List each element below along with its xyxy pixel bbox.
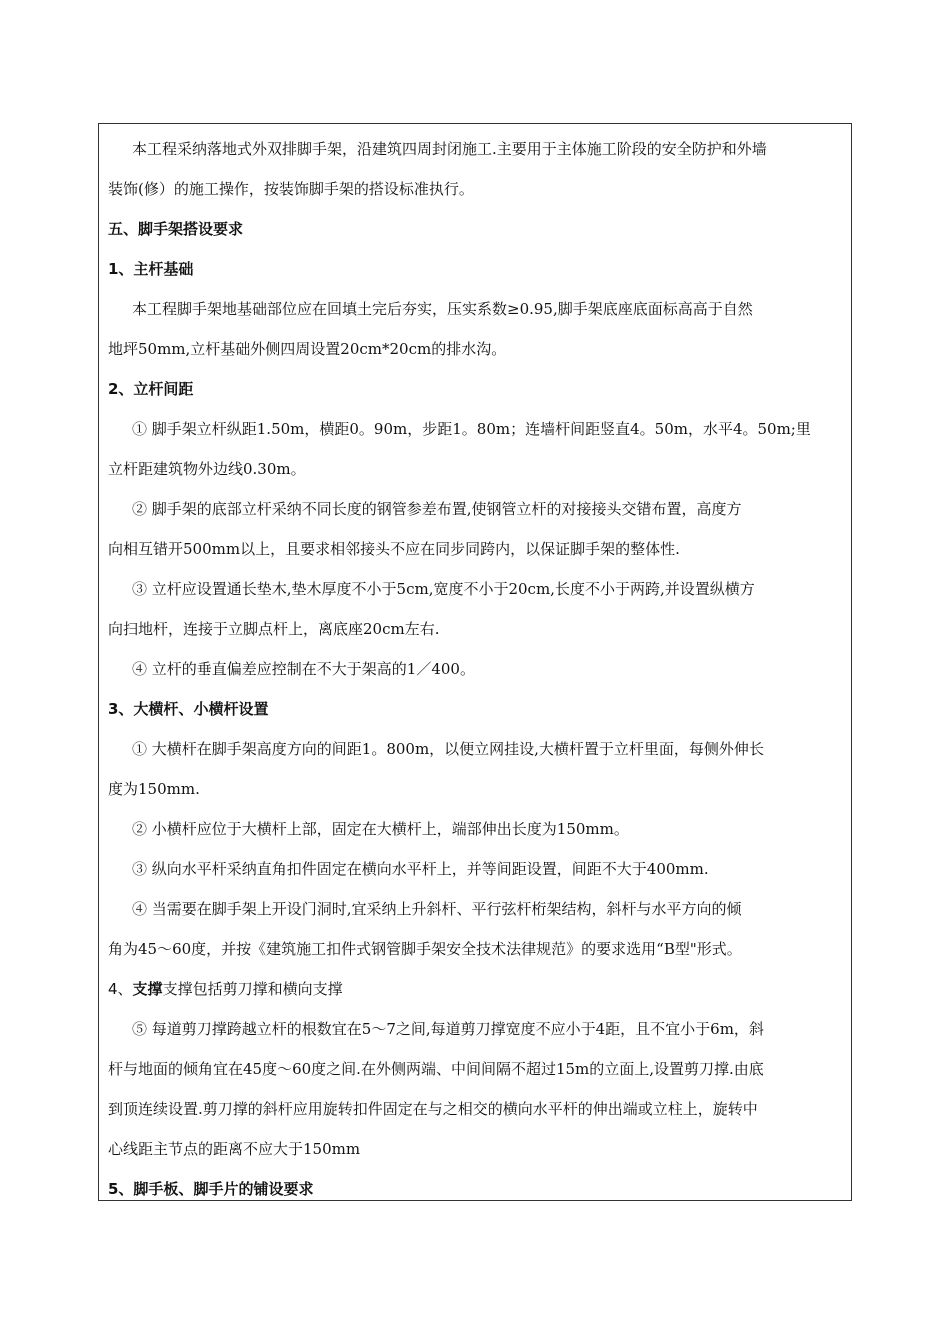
item-4-paragraph-5-line-3: 到顶连续设置.剪刀撑的斜杆应用旋转扣件固定在与之相交的横向水平杆的伸出端或立柱上，旋转中 [108,1100,758,1118]
intro-line-1: 本工程采纳落地式外双排脚手架，沿建筑四周封闭施工.主要用于主体施工阶段的安全防护和外墙 [132,140,767,158]
item-1-heading: 1、主杆基础 [108,260,194,278]
item-2-paragraph-2-line-1: ② 脚手架的底部立杆采纳不同长度的钢管参差布置,使钢管立杆的对接接头交错布置，高度方 [132,500,742,518]
item-4-paragraph-5-line-1: ⑤ 每道剪刀撑跨越立杆的根数宜在5～7之间,每道剪刀撑宽度不应小于4距，且不宜小于6m，斜 [132,1020,764,1038]
item-5-heading: 5、脚手板、脚手片的铺设要求 [108,1180,314,1198]
item-2-paragraph-1-line-1: ① 脚手架立杆纵距1.50m，横距0。90m，步距1。80m；连墙杆间距竖直4。50m，水平4。50m;里 [132,420,811,438]
item-3-paragraph-1-line-2: 度为150mm. [108,780,200,798]
item-2-paragraph-1-line-2: 立杆距建筑物外边线0.30m。 [108,460,306,478]
item-4-paragraph-5-line-2: 杆与地面的倾角宜在45度～60度之间.在外侧两端、中间间隔不超过15m的立面上,设置剪刀撑.由底 [108,1060,764,1078]
item-3-paragraph-4-line-1: ④ 当需要在脚手架上开设门洞时,宜采纳上升斜杆、平行弦杆桁架结构，斜杆与水平方向的倾 [132,900,742,918]
item-4-title-rest: 支撑包括剪刀撑和横向支撑 [162,980,343,998]
item-4-bold-title: 支撑 [132,980,163,998]
item-2-paragraph-4-line-1: ④ 立杆的垂直偏差应控制在不大于架高的1／400。 [132,660,475,678]
item-1-line-2: 地坪50mm,立杆基础外侧四周设置20cm*20cm的排水沟。 [108,340,507,358]
item-3-heading: 3、大横杆、小横杆设置 [108,700,269,718]
item-2-paragraph-3-line-2: 向扫地杆，连接于立脚点杆上，离底座20cm左右. [108,620,440,638]
item-3-paragraph-4-line-2: 角为45～60度，并按《建筑施工扣件式钢管脚手架安全技术法律规范》的要求选用“B型"形式。 [108,940,742,958]
item-4-number: 4、 [108,980,133,998]
item-3-paragraph-3-line-1: ③ 纵向水平杆采纳直角扣件固定在横向水平杆上，并等间距设置，间距不大于400mm. [132,860,709,878]
item-4-heading [108,979,343,999]
intro-line-2: 装饰(修）的施工操作，按装饰脚手架的搭设标准执行。 [108,180,474,198]
section-5-heading: 五、脚手架搭设要求 [108,220,244,238]
item-2-paragraph-3-line-1: ③ 立杆应设置通长垫木,垫木厚度不小于5cm,宽度不小于20cm,长度不小于两跨,并设置纵横方 [132,580,755,598]
item-3-paragraph-1-line-1: ① 大横杆在脚手架高度方向的间距1。800m，以便立网挂设,大横杆置于立杆里面，每侧外伸长 [132,740,764,758]
item-2-paragraph-2-line-2: 向相互错开500mm以上，且要求相邻接头不应在同步同跨内，以保证脚手架的整体性. [108,540,680,558]
item-2-heading: 2、立杆间距 [108,380,194,398]
item-1-line-1: 本工程脚手架地基础部位应在回填土完后夯实，压实系数≥0.95,脚手架底座底面标高高于自然 [132,300,753,318]
item-3-paragraph-2-line-1: ② 小横杆应位于大横杆上部，固定在大横杆上，端部伸出长度为150mm。 [132,820,629,838]
item-4-paragraph-5-line-4: 心线距主节点的距离不应大于150mm [108,1140,361,1158]
